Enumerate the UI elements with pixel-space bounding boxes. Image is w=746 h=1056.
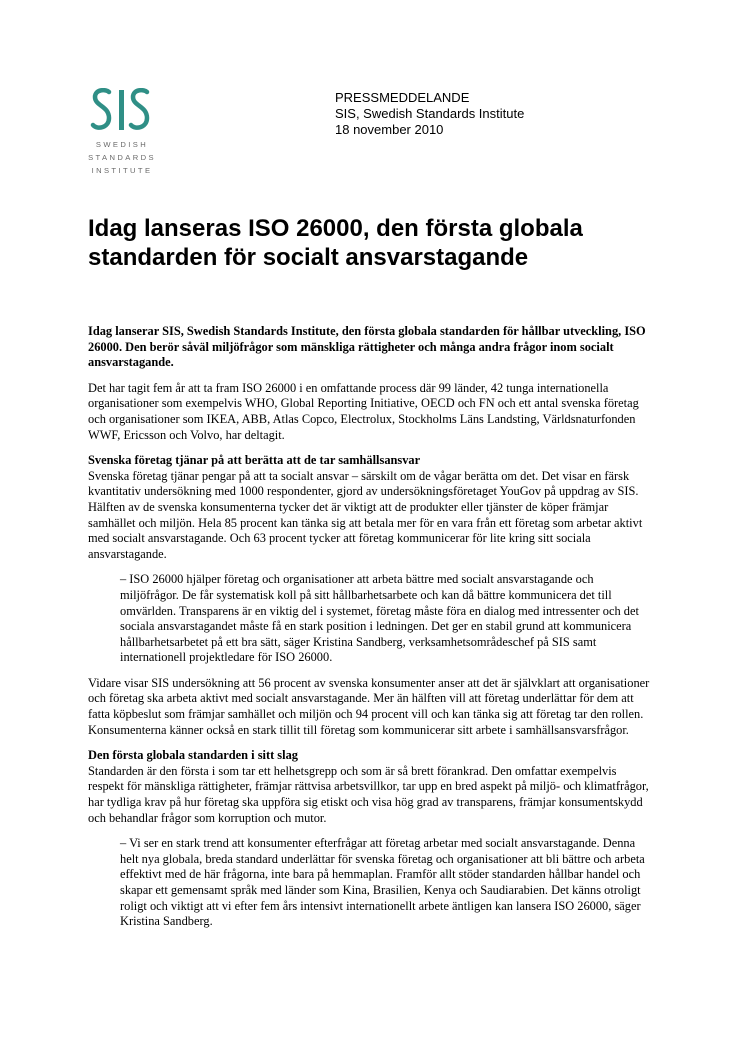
- section-heading-companies: Svenska företag tjänar på att berätta att de tar samhällsansvar: [88, 453, 421, 468]
- page-title: Idag lanseras ISO 26000, den första globala standarden för socialt ansvarstagande: [88, 215, 583, 271]
- press-header: [335, 90, 524, 138]
- section-companies: [88, 453, 654, 562]
- press-date: 18 november 2010: [335, 122, 444, 137]
- paragraph-consumers: Vidare visar SIS undersökning att 56 procent av svenska konsumenter anser att det är självklart att organisationer och företag ska arbeta aktivt med socialt ansvarstagande. Mer än hälften vill att företag underlättar för dem att fatta köpbeslut som främjar samhället och miljön och 94 procent vill och kan tänka sig att företag tar den rollen. Konsumenterna känner också en stark tillit till företag som kommunicerar sitt arbete i samhällsansvarsfrågor.: [88, 675, 650, 737]
- press-org: SIS, Swedish Standards Institute: [335, 106, 525, 121]
- logo-line-institute: INSTITUTE: [91, 166, 153, 175]
- quote-sandberg-1: – ISO 26000 hjälper företag och organisationer att arbeta bättre med socialt ansvarstagande och miljöfrågor. De får systematisk koll på sitt hållbarhetsarbete och kan då bättre kommunicera det till omvärlden. Transparens är en viktig del i systemet, företag måste föra en dialog med intressenter och det sociala ansvarstagandet måste få en stark position i ledningen. Det ger en stabil grund att kommunicera hållbarhetsarbetet på ett bra sätt, säger Kristina Sandberg, verksamhetsområdeschef på SIS samt internationell projektledare för ISO 26000.: [120, 572, 639, 665]
- lead-paragraph: Idag lanserar SIS, Swedish Standards Institute, den första globala standarden för hållbar utveckling, ISO 26000. Den berör såväl miljöfrågor som mänskliga rättigheter och många andra frågor inom socialt ansvarstagande.: [88, 324, 646, 370]
- paragraph-process: Det har tagit fem år att ta fram ISO 26000 i en omfattande process där 99 länder, 42 tunga internationella organisationer som exempelvis WHO, Global Reporting Initiative, OECD och FN och ett antal svenska företag och organisationer som IKEA, ABB, Atlas Copco, Electrolux, Stockholms Läns Landsting, Världsnaturfonden WWF, Ericsson och Volvo, har deltagit.: [88, 380, 639, 442]
- paragraph-survey: Svenska företag tjänar pengar på att ta socialt ansvar – särskilt om de vågar berätta om det. Det visar en färsk kvantitativ undersökning med 1000 respondenter, gjord av undersökningsföretaget YouGov på uppdrag av SIS. Hälften av de svenska konsumenterna tycker det är viktigt att de produkter eller tjänster de köper främjar samhället och miljön. Hela 85 procent kan tänka sig att betala mer för en vara från ett företag som arbetar aktivt med socialt ansvarstagande. Och 63 procent tycker att företag kommunicerar för lite kring sitt sociala ansvarstagande.: [88, 468, 643, 561]
- quote-sandberg-2: – Vi ser en stark trend att konsumenter efterfrågar att företag arbetar med socialt ansvarstagande. Denna helt nya globala, breda standard underlättar för svenska företag och organisationer att bli bättre och arbeta effektivt med de här frågorna, inte bara på hemmaplan. Framför allt stöder standarden hållbar handel och skapar ett gemensamt språk med länder som Kina, Brasilien, Kenya och Saudiarabien. Det känns otroligt roligt och viktigt att vi efter fem års intensivt internationellt arbete äntligen kan lansera ISO 26000, säger Kristina Sandberg.: [120, 836, 645, 929]
- press-label: PRESSMEDDELANDE: [335, 90, 470, 105]
- article-body: [88, 324, 654, 940]
- logo-line-standards: STANDARDS: [88, 153, 156, 162]
- paragraph-standard-scope: Standarden är den första i som tar ett helhetsgrepp och som är så brett förankrad. Den omfattar exempelvis respekt för mänskliga rättigheter, främjar rättvisa arbetsvillkor, tar upp en bred aspekt på miljö- och klimatfrågor, har tydliga krav på hur företag ska uppföra sig etiskt och visa hög grad av transparens, främjar konsumentskydd och behandlar frågor som korruption och mutor.: [88, 763, 649, 825]
- section-first-standard: [88, 748, 654, 826]
- sis-logo-mark: [90, 88, 154, 132]
- section-heading-first-standard: Den första globala standarden i sitt slag: [88, 748, 298, 763]
- logo-line-swedish: SWEDISH: [95, 140, 149, 149]
- sis-logo: [82, 88, 162, 180]
